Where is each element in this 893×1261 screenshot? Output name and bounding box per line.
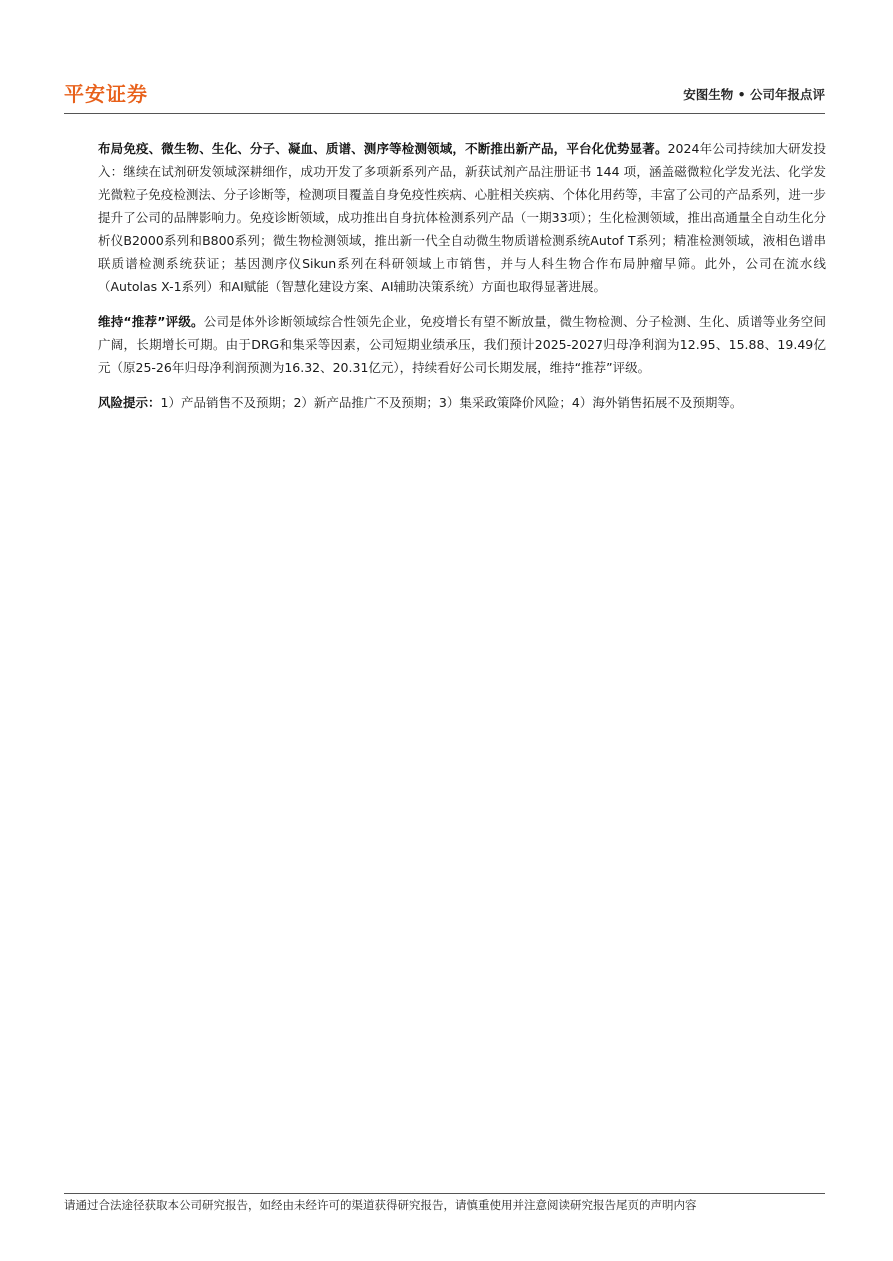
paragraph-text: 公司是体外诊断领域综合性领先企业，免疫增长有望不断放量，微生物检测、分子检测、生化、质谱等业务空间广阔，长期增长可期。由于DRG和集采等因素，公司短期业绩承压，我们预计2025-2027归母净利润为12.95、15.88、19.49亿元（原25-26年归母净利润预测为16.32、20.31亿元），持续看好公司长期发展，维持“推荐”评级。 [98,314,826,375]
paragraph-text: 1）产品销售不及预期；2）新产品推广不及预期；3）集采政策降价风险；4）海外销售拓展不及预期等。 [160,395,743,410]
paragraph-risk [98,391,826,414]
footer-disclaimer: 请通过合法途径获取本公司研究报告，如经由未经许可的渠道获得研究报告，请慎重使用并注意阅读研究报告尾页的声明内容 [64,1198,697,1212]
paragraph-lead: 风险提示： [98,395,161,410]
paragraph-lead: 布局免疫、微生物、生化、分子、凝血、质谱、测序等检测领域，不断推出新产品，平台化优势显著。 [98,141,668,156]
paragraph-text: 2024年公司持续加大研发投入：继续在试剂研发领域深耕细作，成功开发了多项新系列产品，新获试剂产品注册证书 144 项，涵盖磁微粒化学发光法、化学发光微粒子免疫检测法、分子诊断等，检测项目覆盖自身免疫性疾病、心脏相关疾病、个体化用药等，丰富了公司的产品系列，进一步提升了公司的品牌影响力。免疫诊断领域，成功推出自身抗体检测系列产品（一期33项）；生化检测领域，推出高通量全自动生化分析仪B2000系列和B800系列；微生物检测领域，推出新一代全自动微生物质谱检测系统Autof T系列；精准检测领域，液相色谱串联质谱检测系统获证；基因测序仪Sikun系列在科研领域上市销售，并与人科生物合作布局肿瘤早筛。此外，公司在流水线（Autolas X-1系列）和AI赋能（智慧化建设方案、AI辅助决策系统）方面也取得显著进展。 [98,141,826,294]
report-body [98,137,826,426]
report-title: 安图生物 • 公司年报点评 [683,87,825,102]
footer-divider [64,1193,825,1194]
paragraph-rating [98,310,826,379]
paragraph-products [98,137,826,298]
header-divider [64,113,825,114]
paragraph-lead: 维持“推荐”评级。 [98,314,204,329]
company-logo: 平安证券 [64,82,148,106]
